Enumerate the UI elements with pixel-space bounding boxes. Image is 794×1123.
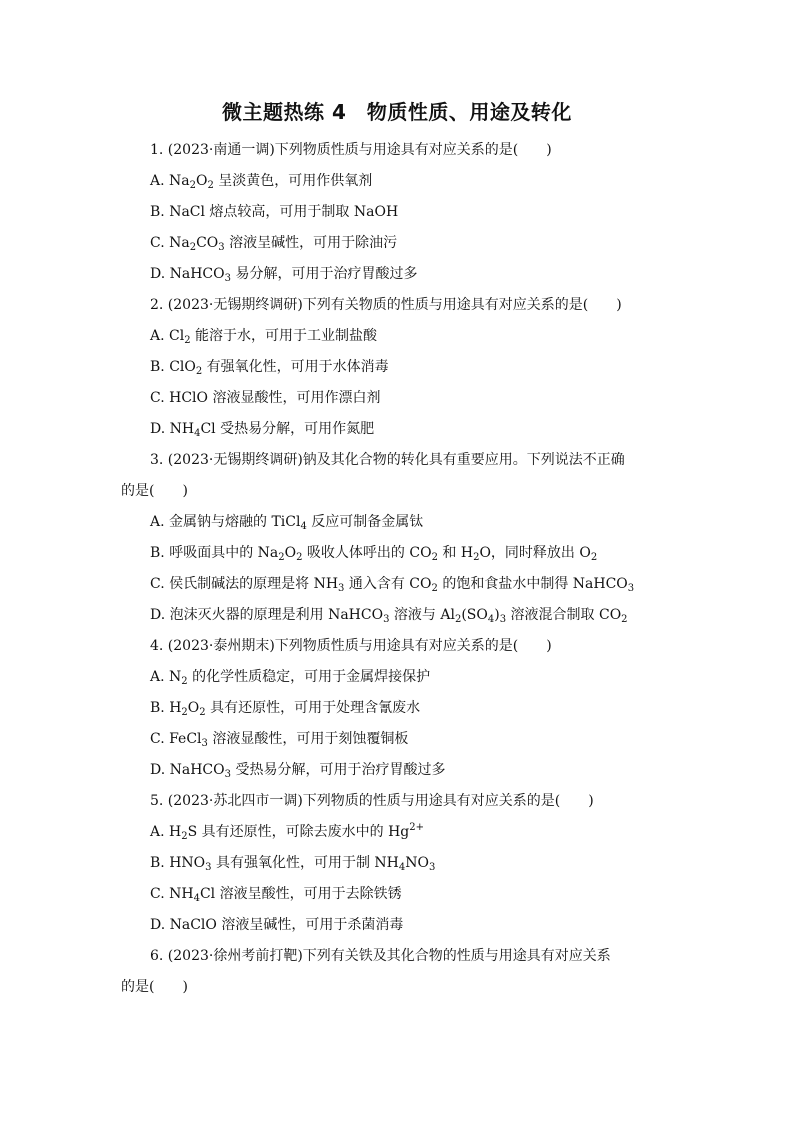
q3-option-d: D. 泡沫灭火器的原理是利用 NaHCO$_3$ 溶液与 $Al_2(SO_4)_3$ 溶液混合制取 $CO_2$ xyxy=(150,607,628,625)
q3-option-b: B. 呼吸面具中的 $Na_2O_2$ 吸收人体呼出的 $CO_2$ 和 $H_2O$，同时释放出 $O_2$ xyxy=(150,545,598,563)
q1-option-b: B. NaCl 熔点较高，可用于制取 NaOH xyxy=(150,204,399,220)
q2-option-b: B. ClO$_2$ 有强氧化性，可用于水体消毒 xyxy=(150,359,389,377)
q6-stem-line2: 的是( ) xyxy=(121,979,188,995)
q3-option-c: C. 侯氏制碱法的原理是将 $NH_3$ 通入含有 $CO_2$ 的饱和食盐水中制得 NaHCO$_3$ xyxy=(150,576,635,594)
q5-option-d: D. NaClO 溶液呈碱性，可用于杀菌消毒 xyxy=(150,917,404,933)
q2-option-d: D. $NH_4Cl$ 受热易分解，可用作氮肥 xyxy=(150,421,375,439)
q5-stem: 5. (2023·苏北四市一调)下列物质的性质与用途具有对应关系的是( ) xyxy=(150,793,594,809)
q1-stem: 1. (2023·南通一调)下列物质性质与用途具有对应关系的是( ) xyxy=(150,142,552,158)
q4-option-a: A. $N_2$ 的化学性质稳定，可用于金属焊接保护 xyxy=(150,669,431,687)
q1-option-d: D. NaHCO$_3$ 易分解，可用于治疗胃酸过多 xyxy=(150,266,418,284)
q4-option-c: C. FeCl$_3$ 溶液显酸性，可用于刻蚀覆铜板 xyxy=(150,731,409,749)
q2-option-c: C. HClO 溶液显酸性，可用作漂白剂 xyxy=(150,390,381,406)
q1-option-c: C. $Na_2CO_3$ 溶液呈碱性，可用于除油污 xyxy=(150,235,398,253)
q6-stem-line1: 6. (2023·徐州考前打靶)下列有关铁及其化合物的性质与用途具有对应关系 xyxy=(150,948,611,964)
q5-option-a: A. $H_2S$ 具有还原性，可除去废水中的 $Hg^{2+}$ xyxy=(150,822,425,842)
q2-stem: 2. (2023·无锡期终调研)下列有关物质的性质与用途具有对应关系的是( ) xyxy=(150,297,622,313)
q3-stem-line2: 的是( ) xyxy=(121,483,188,499)
q4-option-b: B. $H_2O_2$ 具有还原性，可用于处理含氰废水 xyxy=(150,700,421,718)
q1-option-a: A. $Na_2O_2$ 呈淡黄色，可用作供氧剂 xyxy=(150,173,373,191)
q5-option-b: B. $HNO_3$ 具有强氧化性，可用于制 $NH_4NO_3$ xyxy=(150,855,436,873)
q5-option-c: C. $NH_4Cl$ 溶液呈酸性，可用于去除铁锈 xyxy=(150,886,402,904)
q4-stem: 4. (2023·泰州期末)下列物质性质与用途具有对应关系的是( ) xyxy=(150,638,552,654)
q3-stem-line1: 3. (2023·无锡期终调研)钠及其化合物的转化具有重要应用。下列说法不正确 xyxy=(150,452,625,468)
q4-option-d: D. NaHCO$_3$ 受热易分解，可用于治疗胃酸过多 xyxy=(150,762,446,780)
q2-option-a: A. $Cl_2$ 能溶于水，可用于工业制盐酸 xyxy=(150,328,378,346)
q3-option-a: A. 金属钠与熔融的 TiCl$_4$ 反应可制备金属钛 xyxy=(150,514,424,532)
page-title: 微主题热练 4 物质性质、用途及转化 xyxy=(222,100,572,124)
